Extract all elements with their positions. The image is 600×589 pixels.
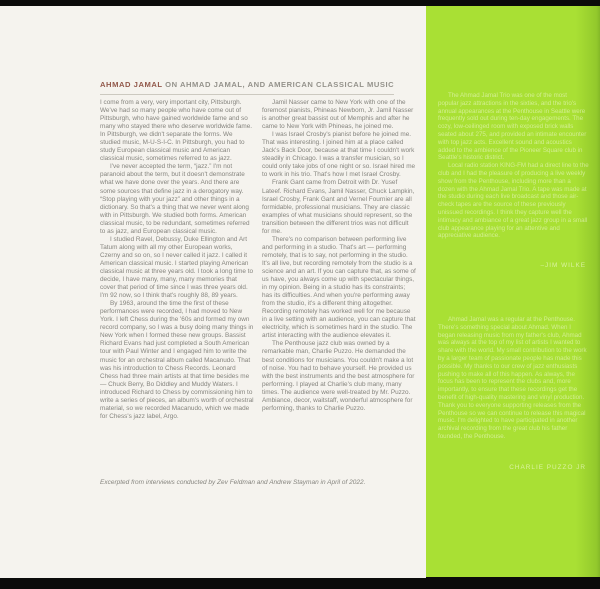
paragraph: The Penthouse jazz club was owned by a remarkable man, Charlie Puzzo. He demanded the best conditions for musicians. You couldn't make a lot of noise. You had to behave yourself. He provided us with the best instruments and the best atmosphere for performing. I played at Charlie's club many, many times. The audience were well-treated by Mr. Puzzo. Ambiance, decor, waitstaff, wonderful atmosphere for performing, thanks to Charlie Puzzo. [262, 340, 415, 412]
title-artist-name: AHMAD JAMAL [100, 80, 163, 89]
paragraph: I studied Ravel, Debussy, Duke Ellington and Art Tatum along with all my other European works, Czerny and so on, so I never called it jazz. I called it American classical music. I started playing American classical music at three years old. I took a long time to decide, I have many, many, many memories that cover that period of time since I was three years old. I'm 92 now, so I think that's roughly 88, 89 years. [100, 235, 254, 300]
page-title [100, 80, 394, 95]
paragraph: By 1963, around the time the first of these performances were recorded, I had moved to New York. I left Chess during the '60s and formed my own record company, so I was a busy doing many things in New York when I formed these new groups. Bassist Richard Evans had just completed a South American tour with Paul Winter and I engaged him to write the music for an orchestral album called Macanudo. That was his introduction to Chess Records. Leonard Chess had three main artists at that time besides me — Chuck Berry, Bo Diddley and Muddy Waters. I introduced Richard to Chess by commissioning him to write a series of pieces, an album's worth of orchestral material, so we recorded Macanudo, which we made for Chess's jazz label, Argo. [100, 300, 254, 420]
left-text-column [100, 99, 254, 421]
jim-wilke-signature: –JIM WILKE [540, 262, 586, 269]
jim-wilke-note [438, 92, 589, 240]
title-subtitle: ON AHMAD JAMAL, AND AMERICAN CLASSICAL MUSIC [162, 80, 395, 89]
paragraph: Local radio station KING-FM had a direct line to the club and I had the pleasure of producing a live weekly show from the Penthouse, including more than a dozen with the Ahmad Jamal Trio. A tape was made at the studio during each live broadcast and those air-check tapes are the source of these previously unissued recordings. I think they capture well the intimacy and ambiance of a great jazz group in a small club appearance playing for an attentive and appreciative audience. [438, 162, 589, 240]
charlie-puzzo-note [438, 316, 589, 441]
paragraph: I've never accepted the term, “jazz.” I'm not paranoid about the term, but it doesn't demonstrate what we have done over the years. And there are some sources that define jazz in a derogatory way. “Stop playing with your jazz” and other things in a dictionary. So that's a thing that we never went along with in Pittsburgh. We studied both forms. American classical music, to be redundant, sometimes referred to as jazz, and European classical music. [100, 163, 250, 235]
paragraph: Jamil Nasser came to New York with one of the foremost pianists, Phineas Newborn, Jr. Jamil Nasser is another great bassist out of Memphis and after he came to New York with Phineas, he joined me. [262, 99, 414, 131]
charlie-puzzo-signature: CHARLIE PUZZO JR [509, 464, 586, 471]
paragraph: There's no comparison between performing live and performing in a studio. That's art — performing remotely, that is to say, not performing in the studio. It's all live, but recording remotely from the studio is a science and an art. If you can capture that, as some of us have, you always come up with spectacular things, in my opinion. Being in a studio has its constraints; has its difficulties. And when you're performing away from the studio, it's a different thing altogether. Recording remotely has worked well for me because in a live setting with an audience, you can capture that electricity, which is sometimes hard in the studio. The artist interacting with the audience elevates it. [262, 235, 416, 340]
paragraph: Frank Gant came from Detroit with Dr. Yusef Lateef. Richard Evans, Jamil Nasser, Chuck Lampkin, Israel Crosby, Frank Gant and Vernel Fournier are all formidable, professional musicians. They are classic examples of what musicians should represent, so the transition between the different trios was not difficult for me. [262, 179, 415, 235]
green-side-panel [426, 6, 600, 577]
interview-credit-line: Excerpted from interviews conducted by Zev Feldman and Andrew Stayman in April of 2022. [100, 479, 366, 486]
paragraph: The Ahmad Jamal Trio was one of the most popular jazz attractions in the sixties, and the trio's annual appearances at the Penthouse in Seattle were frequently sold out during ten-day engagements. The cozy, low-ceilinged room with exposed brick walls seated about 275, and provided an intimate encounter with top jazz acts. Excellent sound and acoustics added to the ambience of the Pioneer Square club in Seattle's historic district. [438, 92, 587, 162]
middle-text-column [262, 99, 416, 413]
liner-notes-white-page [0, 6, 426, 578]
paragraph: I come from a very, very important city, Pittsburgh. We've had so many people who have come out of Pittsburgh, who have gained worldwide fame and so many who stayed there who deserve worldwide fame. In Pittsburgh, we didn't separate the forms. We studied music, M-U-S-I-C. In Pittsburgh, you had to study European classical music and American classical music, sometimes referred to as jazz. [100, 99, 253, 163]
paragraph: Ahmad Jamal was a regular at the Penthouse. There's something special about Ahmad. When I began releasing music from my father's club, Ahmad was always at the top of my list of artists I wanted to share with the world. My small contribution to the work by a larger team of passionate people has made this possible. My thanks to our crew of jazz enthusiasts pushing to make all of this happen. As always, the focus has been to represent the clubs and, more importantly, to ensure that these recordings get the benefit of high-quality mastering and vinyl production. Thank you to everyone supporting releases from the Penthouse so we can continue to release this magical music. I'm delighted to have participated in another archival recording from the great club his father founded, the Penthouse. [438, 316, 587, 440]
paragraph: I was Israel Crosby's pianist before he joined me. That was interesting. I joined him at a place called Jack's Back Door, because at that time I couldn't work steadily in Chicago. I was a transfer musician, so I could only take jobs of one night or so. Israel hired me to work in his trio. That's how I met Israel Crosby. [262, 131, 416, 179]
